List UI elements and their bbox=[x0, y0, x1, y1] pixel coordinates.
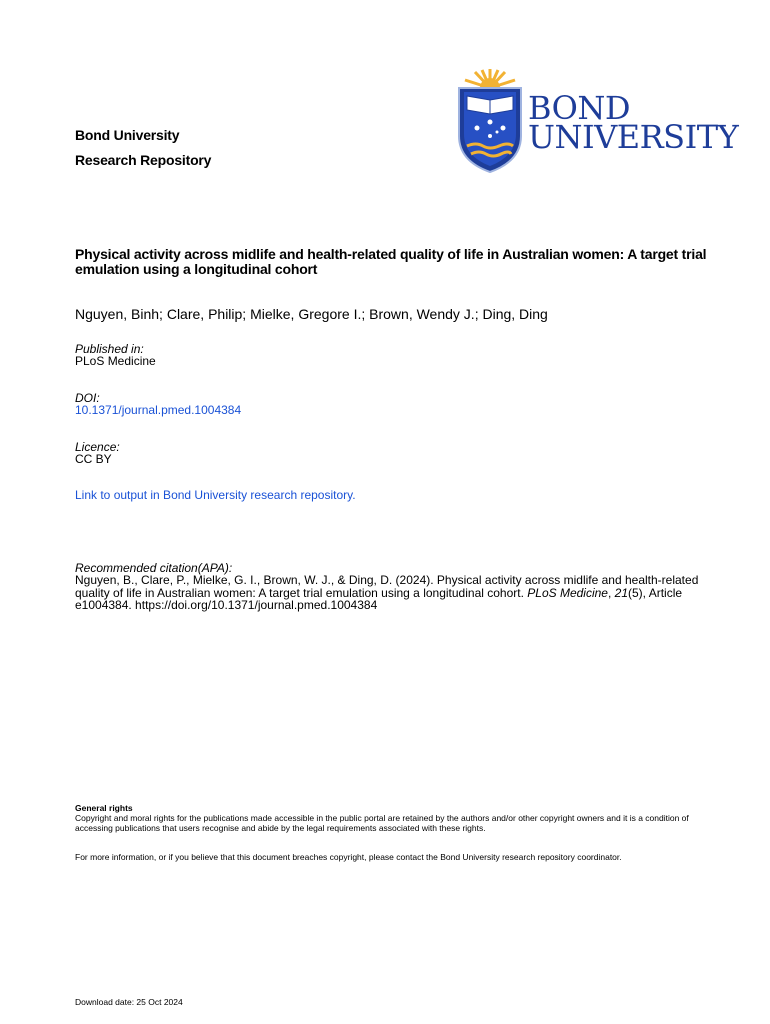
general-rights-heading: General rights bbox=[75, 803, 133, 813]
authors: Nguyen, Binh; Clare, Philip; Mielke, Gregore I.; Brown, Wendy J.; Ding, Ding bbox=[75, 306, 548, 322]
citation-main: Nguyen, B., Clare, P., Mielke, G. I., Brown, W. J., & Ding, D. (2024). Physical activity across midlife and health-related quality of life in Australian women: A target trial emulation using a longitudinal cohort. bbox=[75, 573, 699, 600]
logo-line-1: BOND bbox=[528, 89, 630, 127]
citation-text bbox=[75, 574, 715, 612]
institution-name: Bond University bbox=[75, 127, 180, 143]
repository-link[interactable]: Link to output in Bond University research repository. bbox=[75, 488, 356, 502]
citation-separator: , bbox=[607, 585, 615, 600]
publication-title: Physical activity across midlife and health-related quality of life in Australian women: A target trial emulation using a longitudinal cohort bbox=[75, 246, 707, 277]
published-value: PLoS Medicine bbox=[75, 354, 156, 368]
citation-journal: PLoS Medicine bbox=[527, 585, 608, 600]
doi-link[interactable]: 10.1371/journal.pmed.1004384 bbox=[75, 403, 242, 417]
download-date: Download date: 25 Oct 2024 bbox=[75, 997, 183, 1007]
citation-tail: (5), Article e1004384. https://doi.org/10.1371/journal.pmed.1004384 bbox=[75, 585, 683, 612]
licence-value: CC BY bbox=[75, 452, 112, 466]
logo-line-2: UNIVERSITY bbox=[528, 118, 739, 156]
bond-university-wordmark bbox=[528, 89, 739, 156]
citation-volume: 21 bbox=[614, 585, 629, 600]
general-rights-body: Copyright and moral rights for the publications made accessible in the public portal are retained by the authors and/or other copyright owners and it is a condition of accessing publications that users recognise and abide by the legal requirements associated with these rights. bbox=[75, 813, 689, 833]
citation-label: Recommended citation(APA): bbox=[75, 561, 233, 575]
published-label: Published in: bbox=[75, 342, 144, 356]
doi-label: DOI: bbox=[75, 391, 100, 405]
contact-notice: For more information, or if you believe that this document breaches copyright, please contact the Bond University research repository coordinator. bbox=[75, 852, 622, 862]
bond-university-crest-icon bbox=[453, 66, 528, 176]
repository-name: Research Repository bbox=[75, 152, 212, 168]
licence-label: Licence: bbox=[75, 440, 120, 454]
